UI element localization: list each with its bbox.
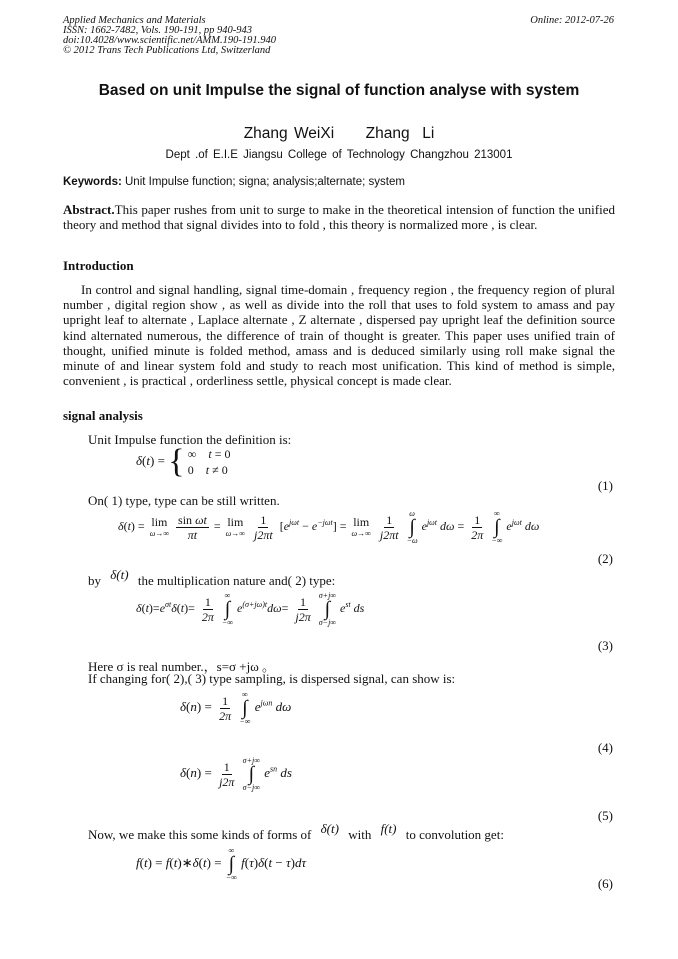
multiplication-line	[88, 567, 336, 589]
convolution-line	[88, 821, 504, 843]
equation-5: δ(n) = $\frac{1}{j2\pi}$ σ+j∞ ∫ σ−j∞ $e^{sn}$ ds	[180, 756, 292, 792]
affiliation: Dept .of E.I.E Jiangsu College of Technology Changzhou 213001	[165, 149, 513, 161]
introduction-heading: Introduction	[63, 258, 134, 273]
equation-number-3: (3)	[597, 638, 613, 653]
abstract-text: This paper rushes from unit to surge to make in the theoretical intension of function the unified theory and method that signal divides into to fold , this theory is normalized more , is clear.	[63, 202, 615, 233]
doi-line: doi:10.4028/www.scientific.net/AMM.190-191.940	[63, 35, 276, 46]
authors: Zhang WeiXi Zhang Li	[243, 125, 435, 142]
equation-number-4: (4)	[597, 740, 613, 755]
equation-number-6: (6)	[597, 876, 613, 891]
equation-4: δ(n) = $\frac{1}{2\pi}$ ∞ ∫ −∞ $e^{j\omega n}$ dω	[180, 690, 292, 726]
f-t-symbol: f(t)	[380, 821, 397, 836]
equation-3: $\delta(t)=e^{\sigma t}\delta(t)=$ $\frac{1}{2\pi}$ ∞ ∫ −∞ $e^{(\sigma+j\omega)t}d\omega=$ $\frac{1}{j2\pi}$ σ+j∞ ∫ σ−j∞ $e^{st}$ ds	[136, 591, 365, 627]
equation-number-5: (5)	[597, 808, 613, 823]
equation-2: δ(t) = lim ω→∞ $\frac{\text{sin ωt}}{\pi t}$ = lim ω→∞ $\frac{1}{j2\pi t}$ $[e^{j\omega t} - e^{-j\omega t}]$ = lim ω→∞ $\frac{1}{j2\pi t}$ ω ∫ −ω $e^{j\omega t}$ dω = $\frac{1}{2\pi}$ ∞ ∫ −∞ $e^{j\omega t}$ dω	[118, 509, 540, 545]
online-date: Online: 2012-07-26	[530, 15, 614, 26]
keywords-label: Keywords:	[63, 176, 122, 188]
delta-t-symbol: δ(t)	[320, 821, 339, 836]
introduction-text: In control and signal handling, signal time-domain , frequency region , the frequency region of plural number , digital region show , as well as divide into the roll that uses to fold system to amass and pay upright leaf to alternate , Laplace alternate , Z alternate , dispersed pay upright leaf the definition source kind alternated numerous, the difference of train of thought is greater. This paper uses unified train of thought, unified minute is folded method, amass and is deduced similarly using roll make signal the minute of and linear system fold and study to reach most unification. This kind of method is simple, convenient , is practical , orderliness settle, physical concept is made clear.	[63, 282, 615, 389]
journal-name: Applied Mechanics and Materials	[63, 15, 206, 26]
type-line: On( 1) type, type can be still written.	[88, 493, 280, 508]
signal-analysis-heading: signal analysis	[63, 408, 143, 423]
delta-t-symbol: δ(t)	[110, 567, 129, 582]
paper-title: Based on unit Impulse the signal of function analyse with system	[98, 82, 580, 99]
equation-6: f(t) = f(t)∗δ(t) = ∞ ∫ −∞ f(τ)δ(t − τ)dτ	[136, 846, 307, 882]
issn-line: ISSN: 1662-7482, Vols. 190-191, pp 940-943	[63, 25, 252, 36]
convolution-line-with: with	[348, 827, 372, 842]
convolution-line-start: Now, we make this some kinds of forms of	[88, 827, 312, 842]
multiplication-line-start: by	[88, 573, 101, 588]
definition-line: Unit Impulse function the definition is:	[88, 432, 292, 447]
keywords	[63, 176, 405, 188]
keywords-text: Unit Impulse function; signa; analysis;alternate; system	[121, 176, 405, 188]
copyright-line: © 2012 Trans Tech Publications Ltd, Switzerland	[63, 45, 271, 56]
sampling-line: If changing for( 2),( 3) type sampling, is dispersed signal, can show is:	[88, 671, 456, 686]
equation-number-1: (1)	[597, 478, 613, 493]
abstract	[63, 202, 615, 232]
abstract-label: Abstract.	[63, 202, 115, 217]
equation-number-2: (2)	[597, 551, 613, 566]
sigma-line: Here σ is real number.，s=σ +jω 。	[88, 659, 276, 674]
multiplication-line-end: the multiplication nature and( 2) type:	[137, 573, 336, 588]
journal-header	[63, 16, 276, 56]
equation-1: δ(t) = { ∞ t = 0 0 t ≠ 0	[136, 443, 231, 480]
convolution-line-end: to convolution get:	[405, 827, 504, 842]
